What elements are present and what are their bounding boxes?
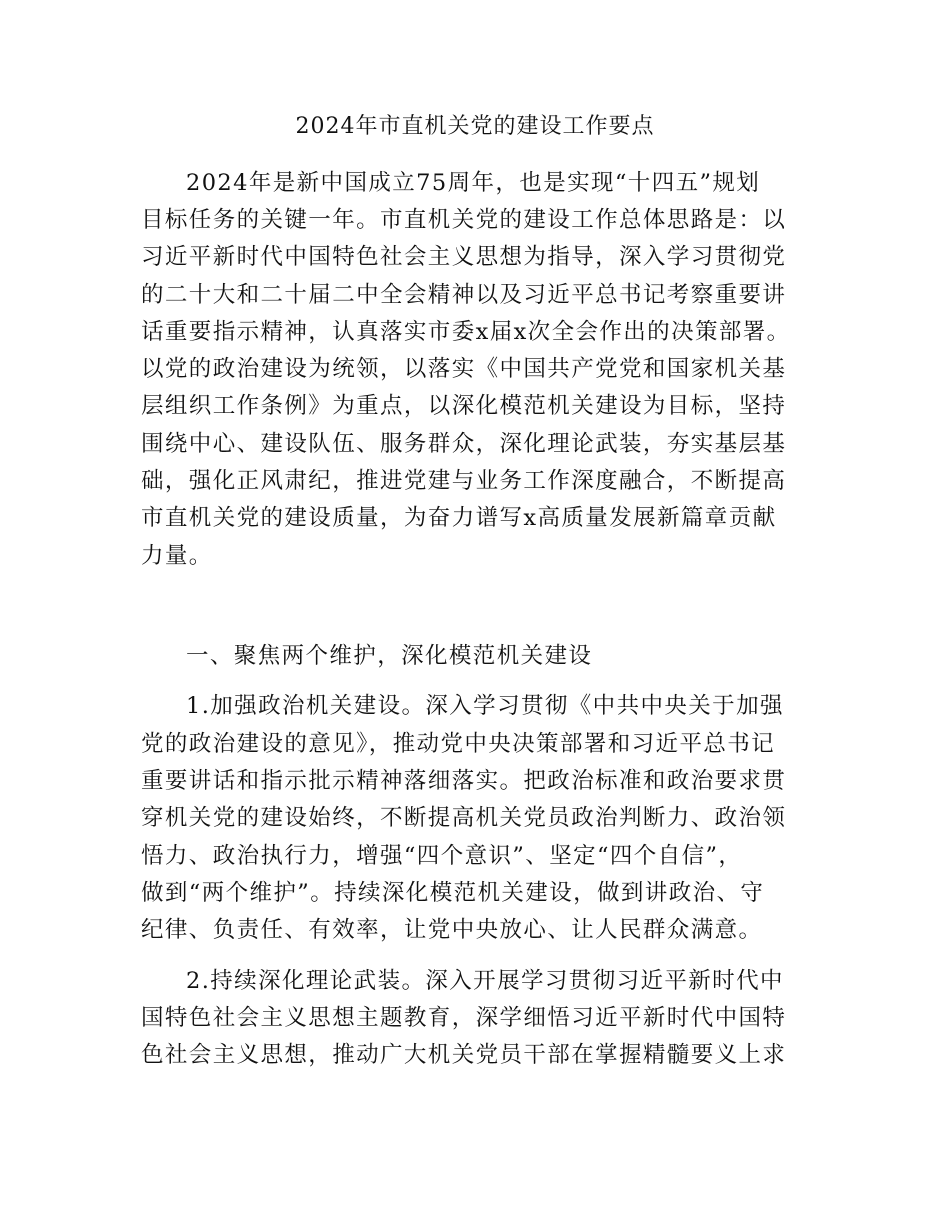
paragraph-line: 础，强化正风肃纪，推进党建与业务工作深度融合，不断提高 — [141, 468, 787, 494]
paragraph-line: 1.加强政治机关建设。深入学习贯彻《中共中央关于加强 — [186, 693, 784, 719]
paragraph-line: 国特色社会主义思想主题教育，深学细悟习近平新时代中国特 — [141, 1005, 787, 1031]
paragraph-line: 做到“两个维护”。持续深化模范机关建设，做到讲政治、守 — [141, 880, 765, 906]
paragraph-line: 围绕中心、建设队伍、服务群众，深化理论武装，夯实基层基 — [141, 431, 787, 457]
paragraph-line: 以党的政治建设为统领，以落实《中国共产党党和国家机关基 — [141, 356, 787, 382]
paragraph-line: 力量。 — [141, 543, 213, 569]
paragraph-line: 层组织工作条例》为重点，以深化模范机关建设为目标，坚持 — [141, 393, 787, 419]
paragraph-line: 2024年是新中国成立75周年，也是实现“十四五”规划 — [186, 170, 761, 196]
paragraph-line: 纪律、负责任、有效率，让党中央放心、让人民群众满意。 — [141, 917, 763, 943]
paragraph-line: 穿机关党的建设始终，不断提高机关党员政治判断力、政治领 — [141, 805, 787, 831]
paragraph-line: 党的政治建设的意见》，推动党中央决策部署和习近平总书记 — [141, 731, 776, 757]
paragraph-line: 2.持续深化理论武装。深入开展学习贯彻习近平新时代中 — [186, 968, 784, 994]
section-heading: 一、聚焦两个维护，深化模范机关建设 — [186, 643, 593, 669]
paragraph-line: 重要讲话和指示批示精神落细落实。把政治标准和政治要求贯 — [141, 768, 787, 794]
paragraph-line: 目标任务的关键一年。市直机关党的建设工作总体思路是：以 — [141, 207, 787, 233]
paragraph-line: 话重要指示精神，认真落实市委x届x次全会作出的决策部署。 — [141, 319, 791, 345]
paragraph-line: 习近平新时代中国特色社会主义思想为指导，深入学习贯彻党 — [141, 244, 787, 270]
paragraph-line: 悟力、政治执行力，增强“四个意识”、坚定“四个自信”， — [141, 843, 743, 869]
paragraph-line: 色社会主义思想，推动广大机关党员干部在掌握精髓要义上求 — [141, 1042, 787, 1068]
paragraph-line: 的二十大和二十届二中全会精神以及习近平总书记考察重要讲 — [141, 282, 787, 308]
document-title: 2024年市直机关党的建设工作要点 — [295, 114, 655, 139]
paragraph-line: 市直机关党的建设质量，为奋力谱写x高质量发展新篇章贡献 — [141, 505, 777, 531]
